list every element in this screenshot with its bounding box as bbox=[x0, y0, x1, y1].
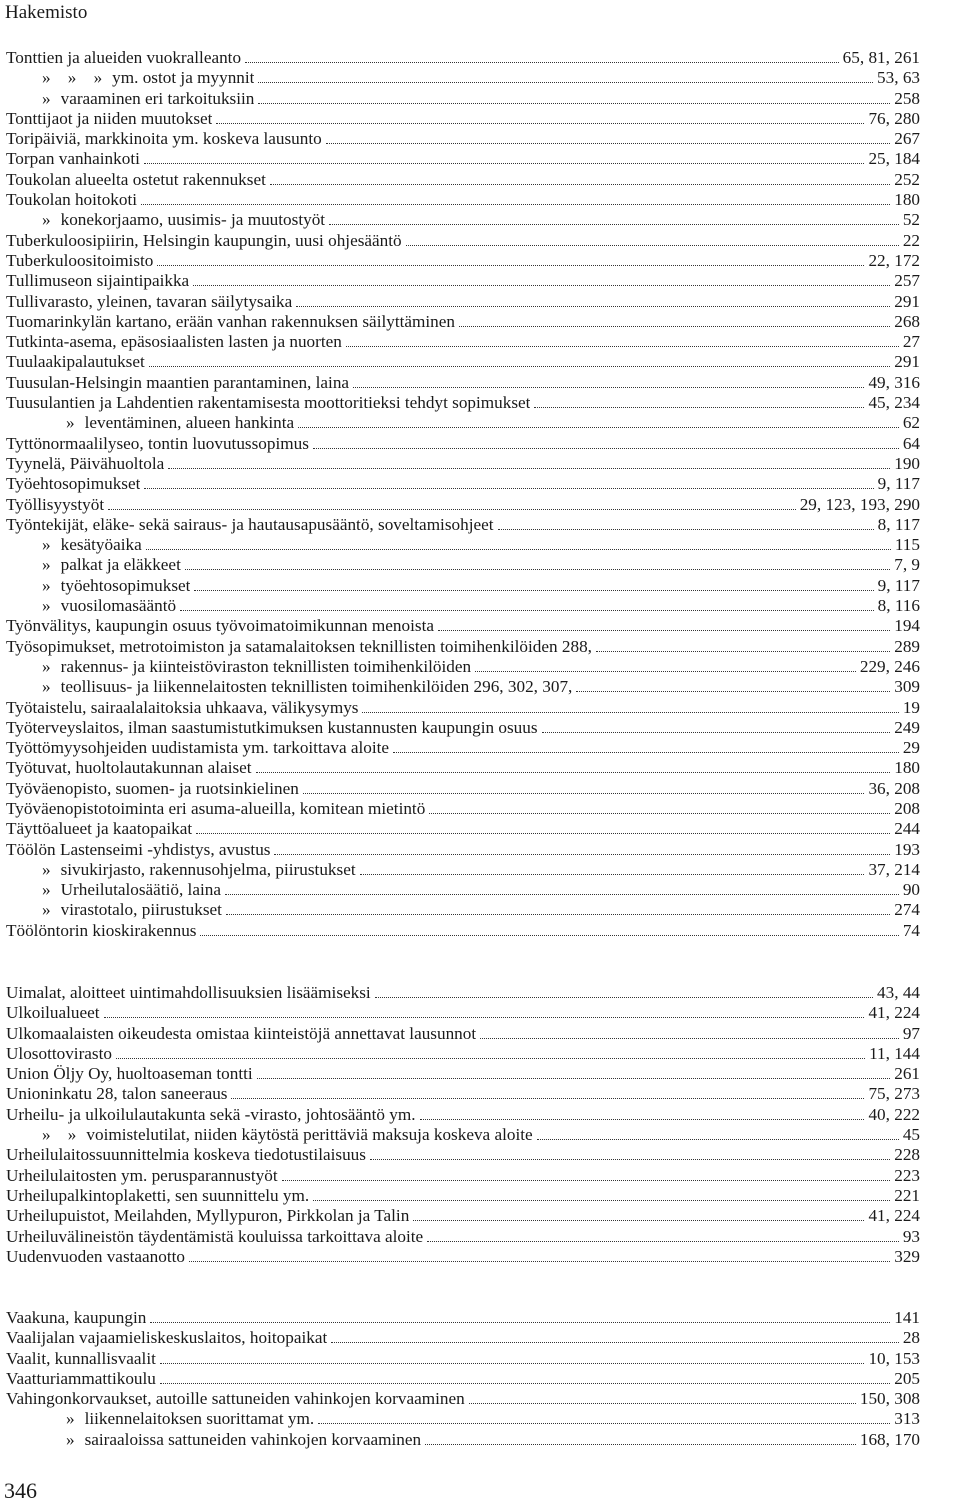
index-entry bbox=[6, 1186, 920, 1206]
dot-leader bbox=[429, 813, 890, 814]
entry-pages: 252 bbox=[894, 169, 920, 189]
entry-label: rakennus- ja kiinteistöviraston teknillisten toimihenkilöiden bbox=[60, 656, 472, 676]
index-entry bbox=[6, 109, 920, 129]
entry-pages: 93 bbox=[902, 1226, 920, 1246]
index-entry bbox=[6, 1328, 920, 1348]
entry-pages: 41, 224 bbox=[868, 1003, 920, 1023]
dot-leader bbox=[576, 691, 890, 692]
index-entry bbox=[6, 637, 920, 657]
entry-pages: 49, 316 bbox=[868, 372, 920, 392]
ditto-mark: » bbox=[66, 1429, 75, 1449]
dot-leader bbox=[141, 204, 890, 205]
index-entry bbox=[6, 495, 920, 515]
entry-pages: 64 bbox=[902, 433, 920, 453]
index-entry bbox=[6, 799, 920, 819]
dot-leader bbox=[480, 1038, 899, 1039]
entry-label: Toukolan alueelta ostetut rakennukset bbox=[6, 169, 266, 189]
ditto-mark: » bbox=[42, 677, 51, 697]
entry-label: Tutkinta-asema, epäsosiaalisten lasten ja nuorten bbox=[6, 332, 342, 352]
index-entry bbox=[6, 840, 920, 860]
entry-pages: 8, 116 bbox=[877, 596, 920, 616]
dot-leader bbox=[362, 712, 898, 713]
entry-pages: 62 bbox=[902, 413, 920, 433]
index-entry bbox=[6, 596, 920, 616]
dot-leader bbox=[370, 1159, 890, 1160]
index-entry bbox=[6, 880, 920, 900]
entry-label: Tuusulan-Helsingin maantien parantaminen, laina bbox=[6, 372, 350, 392]
dot-leader bbox=[318, 1423, 890, 1424]
entry-pages: 257 bbox=[894, 271, 920, 291]
index-entry bbox=[6, 1349, 920, 1369]
ditto-mark: » bbox=[42, 596, 51, 616]
index-entry bbox=[6, 900, 920, 920]
entry-label: Tonttien ja alueiden vuokralleanto bbox=[6, 48, 242, 67]
index-entry bbox=[6, 779, 920, 799]
dot-leader bbox=[160, 1363, 865, 1364]
dot-leader bbox=[245, 62, 839, 63]
index-entry bbox=[6, 1389, 920, 1409]
entry-label: varaaminen eri tarkoituksiin bbox=[60, 88, 255, 108]
entry-pages: 45, 234 bbox=[868, 393, 920, 413]
index-entry bbox=[6, 231, 920, 251]
dot-leader bbox=[256, 772, 891, 773]
dot-leader bbox=[326, 143, 890, 144]
entry-label: liikennelaitoksen suorittamat ym. bbox=[84, 1409, 315, 1429]
index-entry bbox=[6, 1125, 920, 1145]
index-entry bbox=[6, 413, 920, 433]
entry-pages: 40, 222 bbox=[868, 1104, 920, 1124]
ditto-mark: » » bbox=[42, 1125, 77, 1145]
index-entry bbox=[6, 983, 920, 1003]
dot-leader bbox=[193, 285, 890, 286]
index-section-v bbox=[6, 1308, 920, 1450]
entry-pages: 29, 123, 193, 290 bbox=[799, 494, 920, 514]
dot-leader bbox=[313, 448, 899, 449]
dot-leader bbox=[282, 1180, 891, 1181]
entry-pages: 90 bbox=[902, 880, 920, 900]
entry-label: Työllisyystyöt bbox=[6, 494, 105, 514]
entry-pages: 168, 170 bbox=[859, 1429, 920, 1449]
entry-label: Tyttönormaalilyseo, tontin luovutussopimus bbox=[6, 433, 309, 453]
ditto-mark: » bbox=[42, 880, 51, 900]
entry-pages: 141 bbox=[894, 1308, 920, 1327]
dot-leader bbox=[353, 387, 864, 388]
entry-label: Työtaistelu, sairaalalaitoksia uhkaava, välikysymys bbox=[6, 697, 359, 717]
index-entry bbox=[6, 1064, 920, 1084]
entry-pages: 205 bbox=[894, 1368, 920, 1388]
ditto-mark: » » » bbox=[42, 68, 103, 88]
entry-label: Torpan vanhainkoti bbox=[6, 149, 140, 169]
entry-label: Vahingonkorvaukset, autoille sattuneiden vahinkojen korvaaminen bbox=[6, 1389, 465, 1409]
entry-pages: 28 bbox=[902, 1328, 920, 1348]
dot-leader bbox=[270, 184, 890, 185]
dot-leader bbox=[413, 1220, 864, 1221]
entry-pages: 53, 63 bbox=[877, 68, 920, 88]
ditto-mark: » bbox=[66, 413, 75, 433]
dot-leader bbox=[231, 1098, 864, 1099]
entry-pages: 268 bbox=[894, 311, 920, 331]
ditto-mark: » bbox=[42, 900, 51, 920]
entry-pages: 41, 224 bbox=[868, 1206, 920, 1226]
index-entry bbox=[6, 292, 920, 312]
dot-leader bbox=[360, 874, 865, 875]
index-section-u bbox=[6, 983, 920, 1267]
dot-leader bbox=[329, 224, 899, 225]
index-entry bbox=[6, 819, 920, 839]
entry-pages: 150, 308 bbox=[859, 1389, 920, 1409]
entry-label: sivukirjasto, rakennusohjelma, piirustukset bbox=[60, 859, 356, 879]
entry-pages: 115 bbox=[894, 535, 920, 555]
index-entry bbox=[6, 921, 920, 941]
dot-leader bbox=[196, 833, 890, 834]
ditto-mark: » bbox=[42, 210, 51, 230]
entry-pages: 190 bbox=[894, 453, 920, 473]
dot-leader bbox=[596, 651, 890, 652]
index-entry bbox=[6, 373, 920, 393]
dot-leader bbox=[258, 103, 890, 104]
index-entry bbox=[6, 1024, 920, 1044]
entry-label: Uimalat, aloitteet uintimahdollisuuksien lisäämiseksi bbox=[6, 983, 371, 1002]
index-entry bbox=[6, 1409, 920, 1429]
entry-label: Union Öljy Oy, huoltoaseman tontti bbox=[6, 1064, 253, 1084]
index-entry bbox=[6, 393, 920, 413]
index-entry bbox=[6, 738, 920, 758]
index-entry bbox=[6, 1166, 920, 1186]
entry-label: Työttömyysohjeiden uudistamista ym. tarkoittava aloite bbox=[6, 738, 390, 758]
index-entry bbox=[6, 170, 920, 190]
index-entry bbox=[6, 1430, 920, 1450]
entry-pages: 267 bbox=[894, 129, 920, 149]
dot-leader bbox=[144, 488, 873, 489]
entry-pages: 43, 44 bbox=[877, 983, 920, 1002]
entry-pages: 45 bbox=[902, 1125, 920, 1145]
entry-label: Ulosottovirasto bbox=[6, 1043, 112, 1063]
index-entry bbox=[6, 1084, 920, 1104]
entry-label: ym. ostot ja myynnit bbox=[112, 68, 255, 88]
dot-leader bbox=[475, 671, 856, 672]
entry-label: Tuberkuloositoimisto bbox=[6, 250, 154, 270]
index-entry bbox=[6, 535, 920, 555]
dot-leader bbox=[144, 163, 865, 164]
dot-leader bbox=[150, 1322, 890, 1323]
entry-pages: 244 bbox=[894, 819, 920, 839]
entry-label: Työntekijät, eläke- sekä sairaus- ja hautausapusääntö, soveltamisohjeet bbox=[6, 514, 494, 534]
entry-label: Urheilupalkintoplaketti, sen suunnittelu ym. bbox=[6, 1185, 310, 1205]
entry-label: sairaaloissa sattuneiden vahinkojen korvaaminen bbox=[84, 1429, 422, 1449]
index-entry bbox=[6, 474, 920, 494]
entry-label: Vaalit, kunnallisvaalit bbox=[6, 1348, 156, 1368]
entry-pages: 8, 117 bbox=[877, 514, 920, 534]
dot-leader bbox=[469, 1403, 856, 1404]
index-entry bbox=[6, 1227, 920, 1247]
entry-label: Täyttöalueet ja kaatopaikat bbox=[6, 819, 193, 839]
entry-pages: 274 bbox=[894, 900, 920, 920]
page-number: 346 bbox=[4, 1478, 37, 1503]
entry-pages: 309 bbox=[894, 677, 920, 697]
entry-pages: 22, 172 bbox=[868, 250, 920, 270]
entry-label: Työterveyslaitos, ilman saastumistutkimuksen kustannusten kaupungin osuus bbox=[6, 717, 538, 737]
index-entry bbox=[6, 251, 920, 271]
entry-label: Toripäiviä, markkinoita ym. koskeva lausunto bbox=[6, 129, 322, 149]
index-entry bbox=[6, 271, 920, 291]
dot-leader bbox=[226, 914, 890, 915]
entry-pages: 223 bbox=[894, 1165, 920, 1185]
entry-label: teollisuus- ja liikennelaitosten teknillisten toimihenkilöiden 296, 302, 307, bbox=[60, 677, 573, 697]
entry-label: Toukolan hoitokoti bbox=[6, 190, 138, 210]
entry-pages: 7, 9 bbox=[894, 555, 920, 575]
entry-label: Tullimuseon sijaintipaikka bbox=[6, 271, 190, 291]
entry-pages: 9, 117 bbox=[877, 575, 920, 595]
entry-label: Tuberkuloosipiirin, Helsingin kaupungin, uusi ohjesääntö bbox=[6, 230, 402, 250]
index-entry bbox=[6, 149, 920, 169]
index-entry bbox=[6, 576, 920, 596]
dot-leader bbox=[459, 326, 890, 327]
ditto-mark: » bbox=[66, 1409, 75, 1429]
dot-leader bbox=[303, 793, 865, 794]
entry-label: Tyynelä, Päivähuoltola bbox=[6, 453, 165, 473]
ditto-mark: » bbox=[42, 859, 51, 879]
entry-label: Ulkomaalaisten oikeudesta omistaa kiinteistöjä annettavat lausunnot bbox=[6, 1023, 477, 1043]
dot-leader bbox=[168, 468, 890, 469]
entry-pages: 249 bbox=[894, 717, 920, 737]
index-entry bbox=[6, 1308, 920, 1328]
entry-label: Urheilutalosäätiö, laina bbox=[60, 880, 221, 900]
entry-label: Työsopimukset, metrotoimiston ja satamalaitoksen teknillisten toimihenkilöiden 288, bbox=[6, 636, 592, 656]
index-entry bbox=[6, 555, 920, 575]
index-entry bbox=[6, 718, 920, 738]
entry-label: Urheiluvälineistön täydentämistä kouluissa tarkoittava aloite bbox=[6, 1226, 424, 1246]
entry-label: konekorjaamo, uusimis- ja muutostyöt bbox=[60, 210, 326, 230]
dot-leader bbox=[406, 245, 899, 246]
index-entry bbox=[6, 434, 920, 454]
dot-leader bbox=[189, 1261, 890, 1262]
entry-label: Vaalijalan vajaamieliskeskuslaitos, hoitopaikat bbox=[6, 1328, 328, 1348]
dot-leader bbox=[274, 854, 890, 855]
dot-leader bbox=[534, 407, 864, 408]
dot-leader bbox=[427, 1241, 899, 1242]
entry-pages: 10, 153 bbox=[868, 1348, 920, 1368]
entry-label: Urheilulaitosten ym. perusparannustyöt bbox=[6, 1165, 278, 1185]
entry-pages: 289 bbox=[894, 636, 920, 656]
entry-pages: 291 bbox=[894, 352, 920, 372]
entry-label: Työväenopisto, suomen- ja ruotsinkielinen bbox=[6, 778, 299, 798]
index-entry bbox=[6, 657, 920, 677]
ditto-mark: » bbox=[42, 88, 51, 108]
dot-leader bbox=[194, 590, 873, 591]
ditto-mark: » bbox=[42, 656, 51, 676]
index-entry bbox=[6, 677, 920, 697]
ditto-mark: » bbox=[42, 555, 51, 575]
entry-pages: 9, 117 bbox=[877, 474, 920, 494]
entry-pages: 180 bbox=[894, 758, 920, 778]
entry-pages: 19 bbox=[902, 697, 920, 717]
index-entry bbox=[6, 129, 920, 149]
dot-leader bbox=[331, 1342, 899, 1343]
dot-leader bbox=[257, 1078, 891, 1079]
dot-leader bbox=[438, 630, 890, 631]
entry-pages: 194 bbox=[894, 616, 920, 636]
dot-leader bbox=[157, 265, 864, 266]
ditto-mark: » bbox=[42, 575, 51, 595]
index-entry bbox=[6, 1247, 920, 1267]
dot-leader bbox=[498, 529, 874, 530]
entry-label: työehtosopimukset bbox=[60, 575, 191, 595]
entry-label: Tuulaakipalautukset bbox=[6, 352, 145, 372]
entry-label: Urheilu- ja ulkoilulautakunta sekä -virasto, johtosääntö ym. bbox=[6, 1104, 416, 1124]
entry-pages: 11, 144 bbox=[869, 1043, 920, 1063]
index-entry bbox=[6, 312, 920, 332]
entry-label: Ulkoilualueet bbox=[6, 1003, 100, 1023]
index-section-t bbox=[6, 48, 920, 941]
entry-pages: 37, 214 bbox=[868, 859, 920, 879]
entry-label: Tonttijaot ja niiden muutokset bbox=[6, 108, 213, 128]
index-entry bbox=[6, 190, 920, 210]
dot-leader bbox=[108, 509, 796, 510]
index-entry bbox=[6, 1044, 920, 1064]
entry-pages: 221 bbox=[894, 1185, 920, 1205]
entry-pages: 97 bbox=[902, 1023, 920, 1043]
entry-label: Vaatturiammattikoulu bbox=[6, 1368, 156, 1388]
index-entry bbox=[6, 1105, 920, 1125]
dot-leader bbox=[225, 894, 899, 895]
entry-label: Tuusulantien ja Lahdentien rakentamisesta moottoritieksi tehdyt sopimukset bbox=[6, 393, 531, 413]
entry-pages: 74 bbox=[902, 920, 920, 940]
entry-label: vuosilomasääntö bbox=[60, 596, 177, 616]
entry-label: leventäminen, alueen hankinta bbox=[84, 413, 295, 433]
dot-leader bbox=[200, 935, 898, 936]
entry-label: kesätyöaika bbox=[60, 535, 142, 555]
entry-pages: 22 bbox=[902, 230, 920, 250]
dot-leader bbox=[425, 1444, 856, 1445]
dot-leader bbox=[393, 752, 899, 753]
entry-pages: 193 bbox=[894, 839, 920, 859]
dot-leader bbox=[258, 82, 873, 83]
dot-leader bbox=[313, 1200, 890, 1201]
index-entry bbox=[6, 616, 920, 636]
entry-label: Tuomarinkylän kartano, erään vanhan rakennuksen säilyttäminen bbox=[6, 311, 455, 331]
entry-pages: 180 bbox=[894, 190, 920, 210]
entry-pages: 228 bbox=[894, 1145, 920, 1165]
dot-leader bbox=[296, 306, 890, 307]
index-entry bbox=[6, 68, 920, 88]
ditto-mark: » bbox=[42, 535, 51, 555]
dot-leader bbox=[116, 1058, 865, 1059]
index-entry bbox=[6, 860, 920, 880]
index-entry bbox=[6, 352, 920, 372]
entry-pages: 208 bbox=[894, 798, 920, 818]
index-entry bbox=[6, 758, 920, 778]
dot-leader bbox=[160, 1383, 890, 1384]
entry-label: palkat ja eläkkeet bbox=[60, 555, 181, 575]
entry-pages: 76, 280 bbox=[868, 108, 920, 128]
entry-pages: 52 bbox=[902, 210, 920, 230]
entry-pages: 313 bbox=[894, 1409, 920, 1429]
running-header: Hakemisto bbox=[5, 2, 88, 23]
entry-pages: 229, 246 bbox=[859, 656, 920, 676]
dot-leader bbox=[146, 549, 891, 550]
index-entry bbox=[6, 1369, 920, 1389]
entry-pages: 25, 184 bbox=[868, 149, 920, 169]
entry-label: virastotalo, piirustukset bbox=[60, 900, 222, 920]
dot-leader bbox=[180, 610, 874, 611]
entry-pages: 258 bbox=[894, 88, 920, 108]
entry-label: Työväenopistotoiminta eri asuma-alueilla, komitean mietintö bbox=[6, 798, 426, 818]
entry-label: Työehtosopimukset bbox=[6, 474, 141, 494]
dot-leader bbox=[537, 1139, 899, 1140]
entry-label: Työtuvat, huoltolautakunnan alaiset bbox=[6, 758, 252, 778]
dot-leader bbox=[420, 1119, 865, 1120]
entry-pages: 36, 208 bbox=[868, 778, 920, 798]
entry-label: Unioninkatu 28, talon saneeraus bbox=[6, 1084, 228, 1104]
dot-leader bbox=[346, 346, 899, 347]
entry-pages: 65, 81, 261 bbox=[842, 48, 920, 67]
dot-leader bbox=[216, 123, 864, 124]
entry-label: Töölöntorin kioskirakennus bbox=[6, 920, 197, 940]
index-entry bbox=[6, 332, 920, 352]
index-entry bbox=[6, 1206, 920, 1226]
entry-label: Tullivarasto, yleinen, tavaran säilytysaika bbox=[6, 291, 293, 311]
entry-label: Vaakuna, kaupungin bbox=[6, 1308, 147, 1327]
entry-label: voimistelutilat, niiden käytöstä perittäviä maksuja koskeva aloite bbox=[86, 1125, 533, 1145]
entry-label: Uudenvuoden vastaanotto bbox=[6, 1246, 185, 1266]
entry-pages: 329 bbox=[894, 1246, 920, 1266]
dot-leader bbox=[375, 997, 873, 998]
index-entry bbox=[6, 48, 920, 68]
index-entry bbox=[6, 515, 920, 535]
dot-leader bbox=[149, 366, 890, 367]
index-entry bbox=[6, 454, 920, 474]
entry-label: Töölön Lastenseimi -yhdistys, avustus bbox=[6, 839, 271, 859]
dot-leader bbox=[542, 732, 891, 733]
index-entry bbox=[6, 1003, 920, 1023]
dot-leader bbox=[185, 569, 890, 570]
index-entry bbox=[6, 210, 920, 230]
index-entry bbox=[6, 698, 920, 718]
index-entry bbox=[6, 89, 920, 109]
index-entry bbox=[6, 1145, 920, 1165]
entry-pages: 261 bbox=[894, 1064, 920, 1084]
dot-leader bbox=[298, 427, 899, 428]
entry-pages: 29 bbox=[902, 738, 920, 758]
entry-pages: 27 bbox=[902, 332, 920, 352]
entry-label: Urheilulaitossuunnittelmia koskeva tiedotustilaisuus bbox=[6, 1145, 366, 1165]
entry-pages: 75, 273 bbox=[868, 1084, 920, 1104]
dot-leader bbox=[104, 1017, 865, 1018]
entry-label: Urheilupuistot, Meilahden, Myllypuron, Pirkkolan ja Talin bbox=[6, 1206, 410, 1226]
entry-pages: 291 bbox=[894, 291, 920, 311]
entry-label: Työnvälitys, kaupungin osuus työvoimatoimikunnan menoista bbox=[6, 616, 434, 636]
